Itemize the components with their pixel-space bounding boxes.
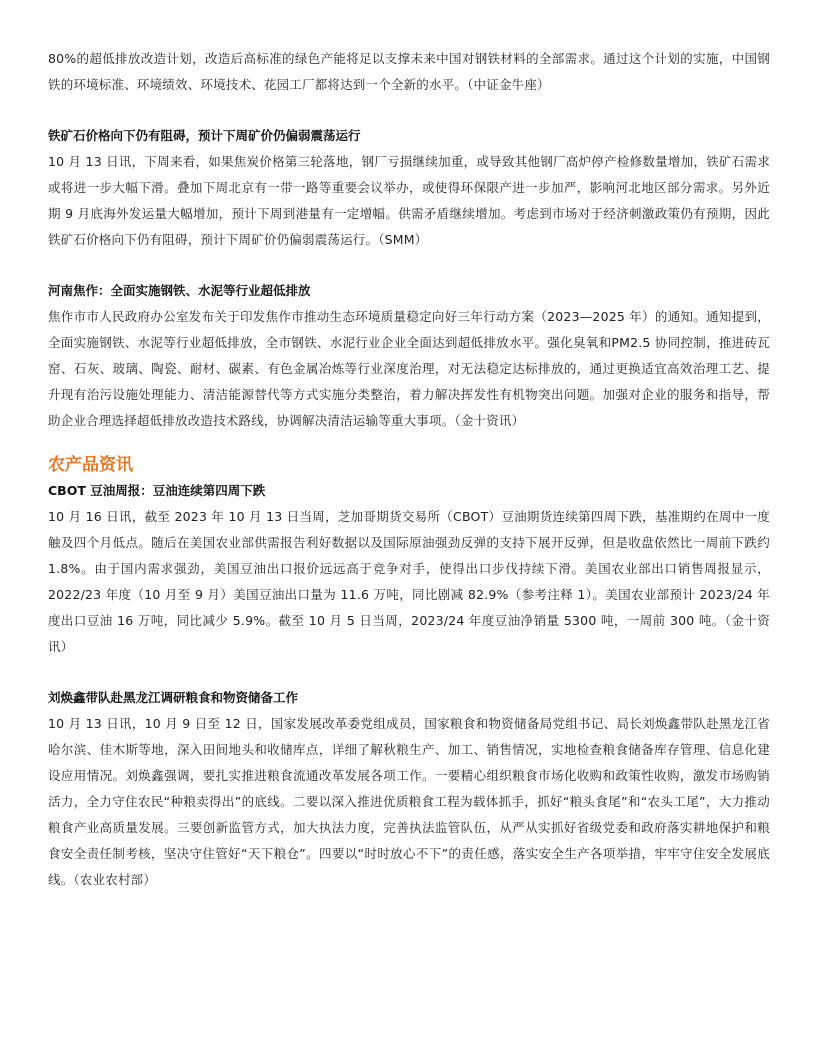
iron-ore-title: 铁矿石价格向下仍有阻碍，预计下周矿价仍偏弱震荡运行 (48, 128, 361, 143)
document-body (48, 46, 770, 893)
cbot-paragraph: 10 月 16 日讯，截至 2023 年 10 月 13 日当周，芝加哥期货交易所（CBOT）豆油期货连续第四周下跌，基准期约在周中一度触及四个月低点。随后在美国农业部供需报告利好数据以及国际原油强劲反弹的支持下展开反弹，但是收盘依然比一周前下跌约 1.8%。由于国内需求强劲，美国豆油出口报价远远高于竞争对手，使得出口步伐持续下滑。美国农业部出口销售周报显示，2022/23 年度（10 月至 9 月）美国豆油出口量为 11.6 万吨，同比剧减 82.9%（参考注释 1）。美国农业部预计 2023/24 年度出口豆油 16 万吨，同比减少 5.9%。截至 10 月 5 日当周，2023/24 年度豆油净销量 5300 吨，一周前 300 吨。（金十资讯） (48, 509, 770, 654)
cbot-title: CBOT 豆油周报：豆油连续第四周下跌 (48, 483, 266, 498)
liu-title: 刘焕鑫带队赴黑龙江调研粮食和物资储备工作 (48, 690, 299, 705)
intro-paragraph: 80%的超低排放改造计划，改造后高标准的绿色产能将足以支撑未来中国对钢铁材料的全部需求。通过这个计划的实施，中国钢铁的环境标准、环境绩效、环境技术、花园工厂都将达到一个全新的水平。（中证金牛座） (48, 51, 770, 92)
henan-title: 河南焦作：全面实施钢铁、水泥等行业超低排放 (48, 283, 311, 298)
liu-paragraph: 10 月 13 日讯，10 月 9 日至 12 日，国家发展改革委党组成员，国家粮食和物资储备局党组书记、局长刘焕鑫带队赴黑龙江省哈尔滨、佳木斯等地，深入田间地头和收储库点，详细了解秋粮生产、加工、销售情况，实地检查粮食储备库存管理、信息化建设应用情况。刘焕鑫强调，要扎实推进粮食流通改革发展各项工作。一要精心组织粮食市场化收购和政策性收购，激发市场购销活力，全力守住农民“种粮卖得出”的底线。二要以深入推进优质粮食工程为载体抓手，抓好“粮头食尾”和“农头工尾”，大力推动粮食产业高质量发展。三要创新监管方式，加大执法力度，完善执法监管队伍，从严从实抓好省级党委和政府落实耕地保护和粮食安全责任制考核，坚决守住管好“天下粮仓”。四要以“时时放心不下”的责任感，落实安全生产各项举措，牢牢守住安全发展底线。（农业农村部） (48, 716, 770, 887)
henan-paragraph: 焦作市市人民政府办公室发布关于印发焦作市推动生态环境质量稳定向好三年行动方案（2023—2025 年）的通知。通知提到，全面实施钢铁、水泥等行业超低排放，全市钢铁、水泥行业企业全面达到超低排放水平。强化臭氧和PM2.5 协同控制，推进砖瓦窑、石灰、玻璃、陶瓷、耐材、碳素、有色金属冶炼等行业深度治理，对无法稳定达标排放的，通过更换适宜高效治理工艺、提升现有治污设施处理能力、清洁能源替代等方式实施分类整治，着力解决挥发性有机物突出问题。加强对企业的服务和指导，帮助企业合理选择超低排放改造技术路线，协调解决清洁运输等重大事项。（金十资讯） (48, 309, 770, 428)
agri-section-heading: 农产品资讯 (48, 455, 133, 475)
iron-ore-paragraph: 10 月 13 日讯，下周来看，如果焦炭价格第三轮落地，钢厂亏损继续加重，或导致其他钢厂高炉停产检修数量增加，铁矿石需求或将进一步大幅下滑。叠加下周北京有一带一路等重要会议举办，或使得环保限产进一步加严，影响河北地区部分需求。另外近期 9 月底海外发运量大幅增加，预计下周到港量有一定增幅。供需矛盾继续增加。考虑到市场对于经济刺激政策仍有预期，因此铁矿石价格向下仍有阻碍，预计下周矿价仍偏弱震荡运行。（SMM） (48, 154, 770, 247)
